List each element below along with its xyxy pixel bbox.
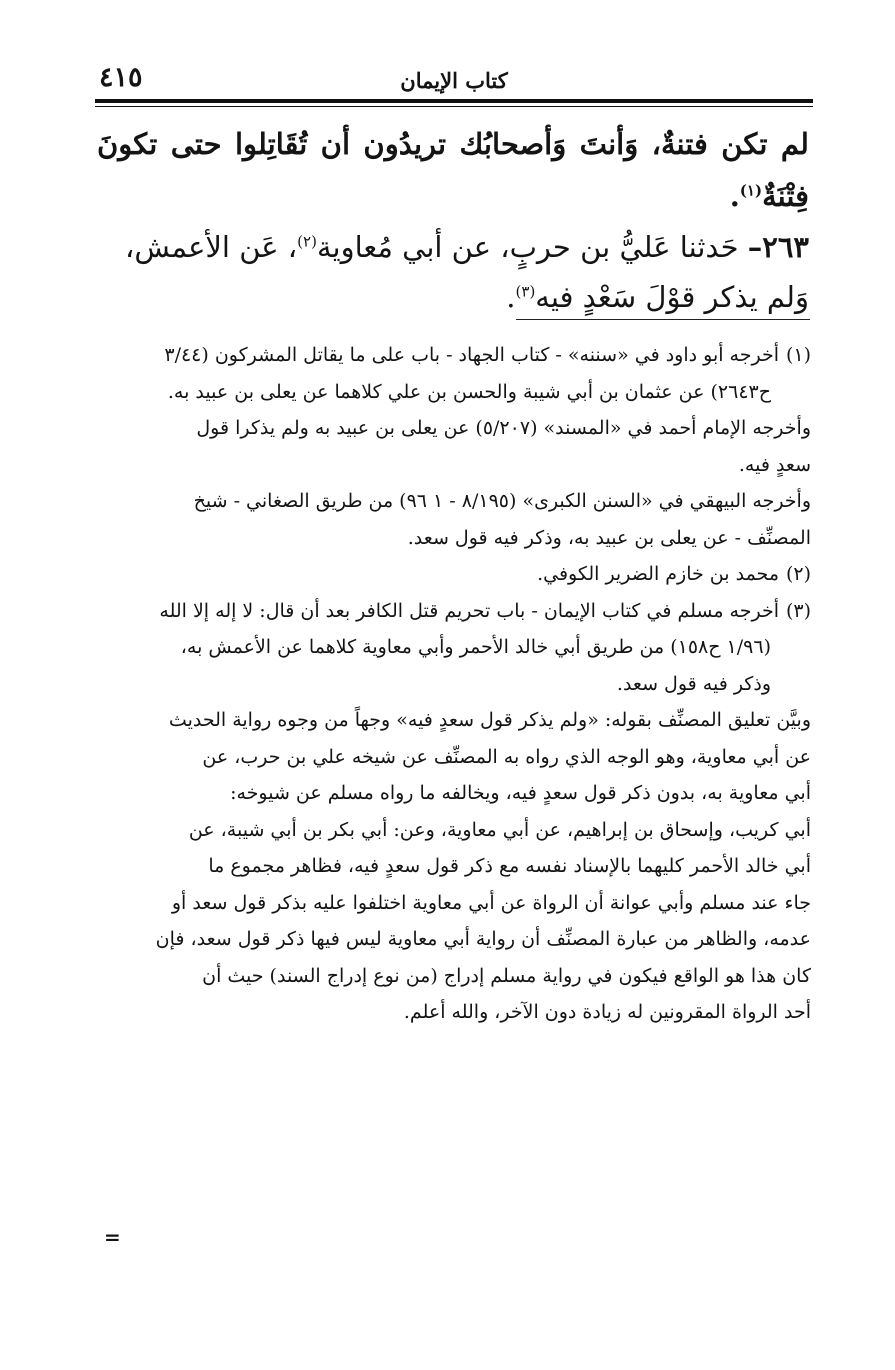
footnote-1-line-6: المصنِّف - عن يعلى بن عبيد به، وذكر فيه قول سعد.	[407, 526, 811, 549]
footnote-3-line-5: عن أبي معاوية، وهو الوجه الذي رواه به المصنِّف عن شيخه علي بن حرب، عن	[202, 745, 811, 768]
footnote-3-line-9: جاء عند مسلم وأبي عوانة أن الرواة عن أبي معاوية اختلفوا عليه بذكر قول سعد أو	[171, 891, 811, 914]
main-line-1	[97, 118, 809, 222]
footnote-1-text: أخرجه أبو داود في «سننه» - كتاب الجهاد - باب على ما يقاتل المشركون (٣/٤٤	[164, 344, 779, 366]
footnote-2-line-1	[97, 556, 811, 593]
page-number: ٤١٥	[99, 62, 143, 93]
main-text	[97, 118, 809, 322]
hadith-number: ٢٦٣–	[747, 230, 809, 264]
page-header	[95, 56, 813, 96]
footnote-ref-2: (٢)	[297, 232, 317, 251]
footnote-2-marker: (٢)	[785, 563, 811, 585]
footnote-3-text: أخرجه مسلم في كتاب الإيمان - باب تحريم قتل الكافر بعد أن قال: لا إله إلا الله	[159, 599, 779, 622]
footnote-3-line-10: عدمه، والظاهر من عبارة المصنِّف أن رواية أبي معاوية ليس فيها ذكر قول سعد، فإن	[155, 928, 811, 950]
footnote-3-line-3: وذكر فيه قول سعد.	[616, 672, 771, 695]
footnote-3-line-11: كان هذا هو الواقع فيكون في رواية مسلم إدراج (من نوع إدراج السند) حيث أن	[202, 964, 811, 987]
footnote-3-line-7: أبي كريب، وإسحاق بن إبراهيم، عن أبي معاوية، وعن: أبي بكر بن أبي شيبة، عن	[188, 818, 811, 841]
footnote-1-line-2: ح٢٦٤٣) عن عثمان بن أبي شيبة والحسن بن علي كلاهما عن يعلى بن عبيد به.	[167, 380, 771, 403]
main-line-2	[97, 222, 809, 272]
footnote-3-line-12: أحد الرواة المقرونين له زيادة دون الآخر، والله أعلم.	[403, 1001, 811, 1023]
footnote-2-text: محمد بن خازم الضرير الكوفي.	[537, 563, 779, 585]
footnote-1-line-4: سعدٍ فيه.	[738, 453, 811, 476]
main-line-2-end: ، عَن الأعمش،	[124, 230, 298, 264]
main-line-3	[97, 272, 809, 322]
continuation-mark: =	[104, 1225, 121, 1249]
footnote-3-line-6: أبي معاوية به، بدون ذكر قول سعدٍ فيه، ويخالفه ما رواه مسلم عن شيوخه:	[230, 782, 811, 804]
footnote-3-line-4: وبيَّن تعليق المصنِّف بقوله: «ولم يذكر قول سعدٍ فيه» وجهاً من وجوه رواية الحديث	[168, 709, 811, 731]
footnote-ref-3: (٣)	[515, 282, 536, 301]
footnote-1-marker: (١)	[785, 344, 811, 366]
footnote-3-line-8: أبي خالد الأحمر كليهما بالإسناد نفسه مع ذكر قول سعدٍ فيه، فظاهر مجموع ما	[208, 855, 811, 877]
main-line-2-text: حَدثنا عَليُّ بن حربٍ، عن أبي مُعاوية	[316, 230, 748, 264]
footnote-ref-1: (١)	[739, 181, 763, 200]
main-line-3-text: وَلم يذكر قوْلَ سَعْدٍ فيه	[535, 280, 809, 314]
main-line-1-text: لم تكن فتنةٌ، وَأنتَ وَأصحابُك تريدُون أن تُقَاتِلوا حتى تكونَ فِتْنَةٌ	[97, 127, 809, 213]
footnote-1-line-3: وأخرجه الإمام أحمد في «المسند» (٥/٢٠٧) عن يعلى بن عبيد به ولم يذكرا قول	[196, 417, 811, 439]
footnote-3-marker: (٣)	[785, 599, 811, 622]
footnotes	[97, 337, 811, 1031]
main-line-1-end: .	[729, 179, 740, 213]
footnote-1-line-5: وأخرجه البيهقي في «السنن الكبرى» (٨/١٩٥ - ١ ٩٦) من طريق الصغاني - شيخ	[193, 490, 811, 512]
footnote-separator	[516, 319, 810, 320]
footnote-1-line-1	[97, 337, 811, 374]
header-rule-thick	[95, 99, 813, 103]
footnote-3-line-2: (١/٩٦ ح١٥٨) من طريق أبي خالد الأحمر وأبي معاوية كلاهما عن الأعمش به،	[180, 636, 771, 658]
footnote-3-line-1	[97, 593, 811, 630]
main-line-3-end: .	[506, 280, 516, 314]
header-rule-thin	[95, 106, 813, 107]
running-title: كتاب الإيمان	[400, 68, 508, 93]
